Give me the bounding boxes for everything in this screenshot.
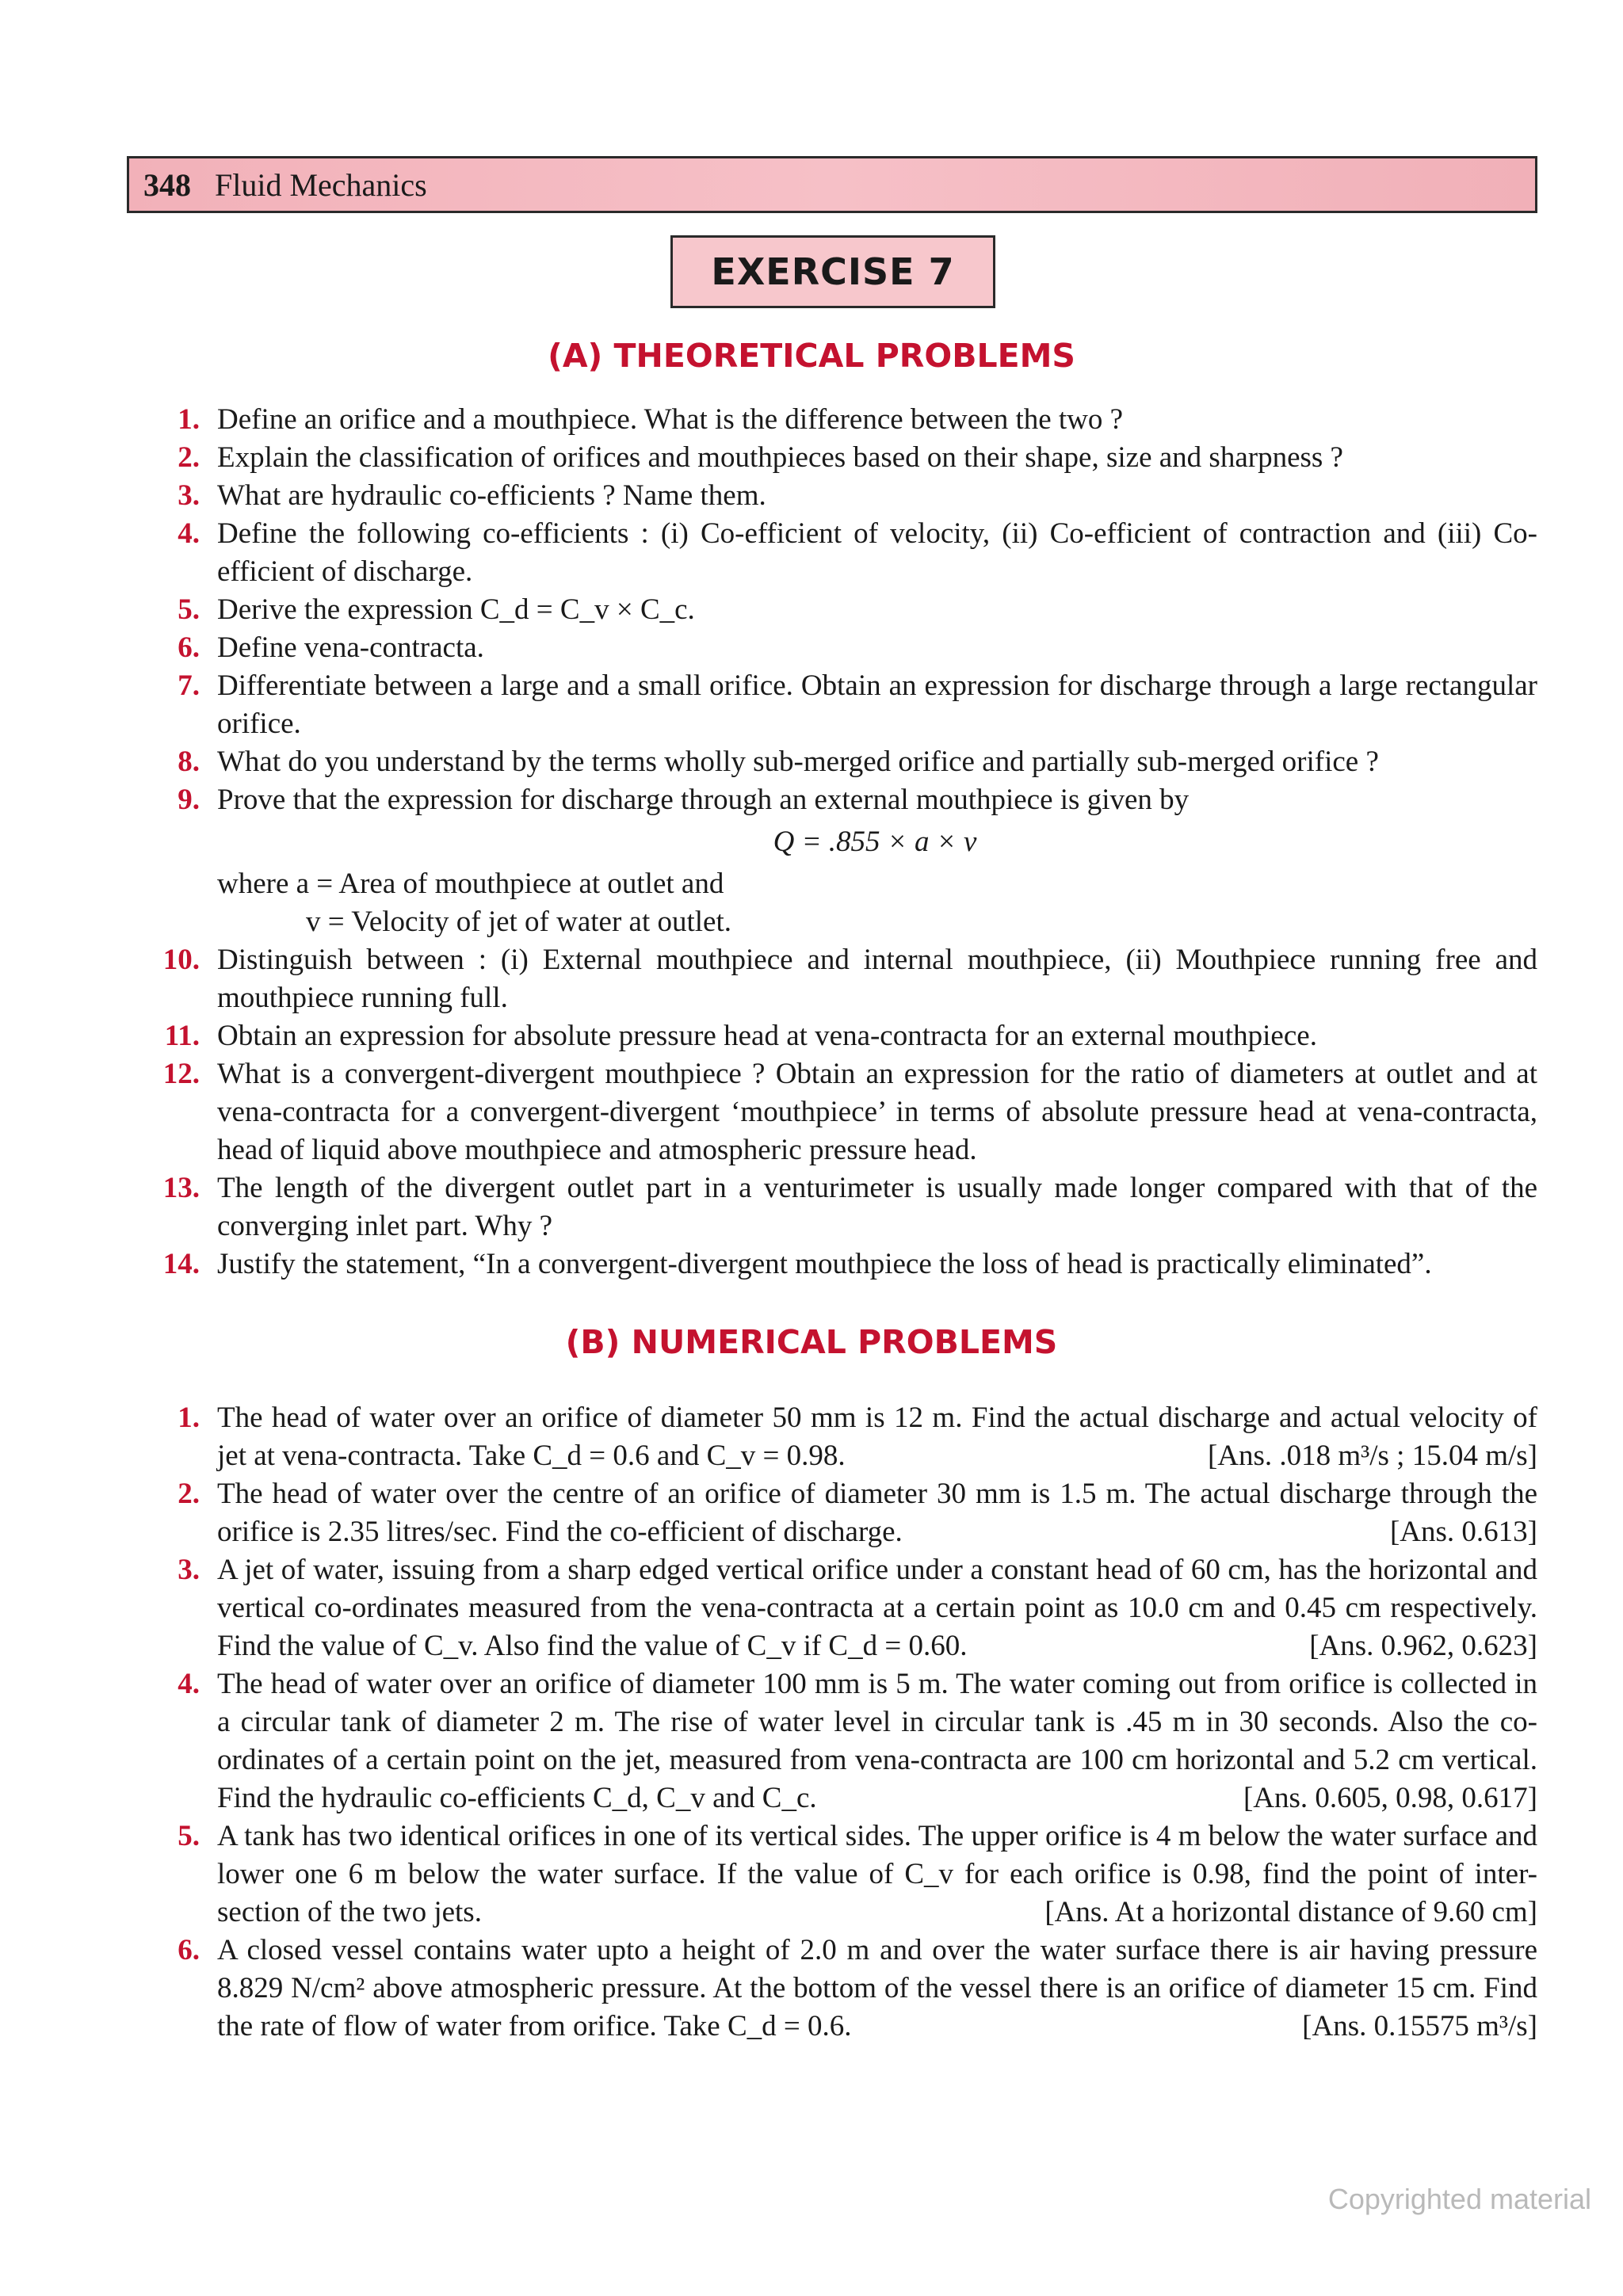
- list-item: 9. Prove that the expression for discharge through an external mouthpiece is given by: [178, 784, 1190, 816]
- list-item: 8. What do you understand by the terms wholly sub-merged orifice and partially sub-merged orifice ?: [178, 746, 1379, 778]
- theoretical-heading: (A) THEORETICAL PROBLEMS: [548, 337, 1075, 375]
- book-title: Fluid Mechanics: [215, 166, 427, 203]
- list-item: 5. A tank has two identical orifices in one of its vertical sides. The upper orifice is 4 m below the water surface and lower one 6 m below the water surface. If the value of C_v for each orifice is 0.98, find the point of inter-section of the two jets. [Ans. At a horizontal distance of 9.60 cm]: [0, 1817, 1623, 1932]
- list-item: 4. The head of water over an orifice of diameter 100 mm is 5 m. The water coming out from orifice is collected in a circular tank of diameter 2 m. The rise of water level in circular tank is .45 m in 30 seconds. Also the co-ordinates of a certain point on the jet, measured from vena-contracta are 100 cm horizontal and 5.2 cm vertical. Find the hydraulic co-efficients C_d, C_v and C_c. [Ans. 0.605, 0.98, 0.617]: [0, 1665, 1623, 1817]
- list-item: 3. A jet of water, issuing from a sharp edged vertical orifice under a constant head of 60 cm, has the horizontal and vertical co-ordinates measured from the vena-contracta at a certain point as 10.0 cm and 0.45 cm respectively. Find the value of C_v. Also find the value of C_v if C_d = 0.60. [Ans. 0.962, 0.623]: [0, 1551, 1623, 1665]
- list-item: 13. The length of the divergent outlet part in a venturimeter is usually made longer compared with that of the converging inlet part. Why ?: [162, 1172, 1537, 1242]
- answer: [Ans. 0.962, 0.623]: [1309, 1630, 1537, 1662]
- equation-where-block: [0, 865, 1623, 941]
- list-item: 2. The head of water over the centre of an orifice of diameter 30 mm is 1.5 m. The actual discharge through the orifice is 2.35 litres/sec. Find the co-efficient of discharge. [Ans. 0.613]: [0, 1475, 1623, 1551]
- answer: [Ans. At a horizontal distance of 9.60 cm]: [1044, 1896, 1537, 1928]
- list-item: 11. Obtain an expression for absolute pressure head at vena-contracta for an external mouthpiece.: [164, 1020, 1317, 1052]
- answer: [Ans. 0.15575 m³/s]: [1302, 2010, 1537, 2042]
- list-item: 3. What are hydraulic co-efficients ? Name them.: [178, 479, 766, 512]
- numerical-list: [0, 1399, 1623, 2046]
- answer: [Ans. .018 m³/s ; 15.04 m/s]: [1207, 1440, 1537, 1472]
- list-item: 12. What is a convergent-divergent mouthpiece ? Obtain an expression for the ratio of diameters at outlet and at vena-contracta for a convergent-divergent ‘mouthpiece’ in terms of absolute pressure head at vena-contracta, head of liquid above mouthpiece and atmospheric pressure head.: [162, 1058, 1537, 1166]
- list-item: 1. The head of water over an orifice of diameter 50 mm is 12 m. Find the actual discharge and actual velocity of jet at vena-contracta. Take C_d = 0.6 and C_v = 0.98. [Ans. .018 m³/s ; 15.04 m/s]: [0, 1399, 1623, 1475]
- list-item: 5. Derive the expression C_d = C_v × C_c.: [178, 593, 695, 626]
- answer: [Ans. 0.605, 0.98, 0.617]: [1243, 1782, 1537, 1814]
- list-item: 1. Define an orifice and a mouthpiece. What is the difference between the two ?: [178, 403, 1124, 436]
- list-item: 10. Distinguish between : (i) External mouthpiece and internal mouthpiece, (ii) Mouthpiece running free and mouthpiece running full.: [162, 944, 1537, 1014]
- list-item: 7. Differentiate between a large and a small orifice. Obtain an expression for discharge through a large rectangular orifice.: [178, 669, 1537, 740]
- numerical-heading: (B) NUMERICAL PROBLEMS: [565, 1323, 1058, 1361]
- page-number: 348: [143, 166, 191, 203]
- list-item: 6. Define vena-contracta.: [178, 631, 484, 664]
- where-line-2: v = Velocity of jet of water at outlet.: [306, 906, 732, 938]
- list-item: 14. Justify the statement, “In a convergent-divergent mouthpiece the loss of head is practically eliminated”.: [162, 1248, 1432, 1280]
- list-item: 6. A closed vessel contains water upto a height of 2.0 m and over the water surface there is air having pressure 8.829 N/cm² above atmospheric pressure. At the bottom of the vessel there is an orifice of diameter 15 cm. Find the rate of flow of water from orifice. Take C_d = 0.6. [Ans. 0.15575 m³/s]: [0, 1932, 1623, 2046]
- page-header: [127, 156, 1537, 213]
- copyright-watermark: Copyrighted material: [1327, 2183, 1591, 2215]
- answer: [Ans. 0.613]: [1389, 1516, 1537, 1548]
- list-item: 4. Define the following co-efficients : (i) Co-efficient of velocity, (ii) Co-efficient of contraction and (iii) Co-efficient of discharge.: [178, 517, 1537, 588]
- exercise-title: EXERCISE 7: [670, 235, 995, 308]
- theoretical-list: [0, 401, 1623, 1283]
- list-item: 2. Explain the classification of orifices and mouthpieces based on their shape, size and sharpness ?: [178, 441, 1343, 474]
- discharge-equation: Q = .855 × a × v: [773, 826, 977, 858]
- where-line-1: where a = Area of mouthpiece at outlet and: [217, 868, 724, 900]
